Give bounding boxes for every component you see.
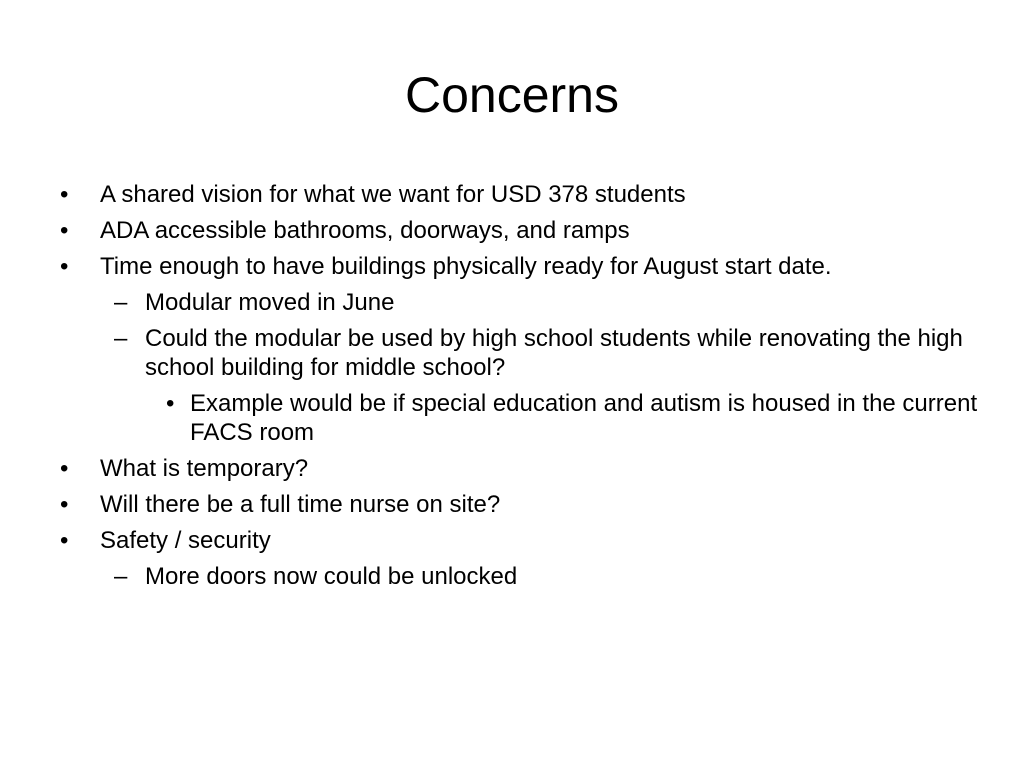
bullet-text: Could the modular be used by high school students while renovating the high school building for middle school? (145, 325, 963, 381)
sub-sub-bullet-item-example (58, 389, 978, 447)
bullet-marker: • (60, 491, 69, 518)
bullet-marker: • (166, 390, 175, 417)
bullet-item-safety (58, 526, 978, 555)
bullet-marker: • (60, 217, 69, 244)
bullet-text: Safety / security (100, 527, 271, 554)
sub-bullet-item-modular-moved (58, 288, 978, 317)
bullet-marker: • (60, 181, 69, 208)
bullet-text: ADA accessible bathrooms, doorways, and ramps (100, 217, 630, 244)
bullet-text: Example would be if special education and autism is housed in the current FACS room (190, 390, 978, 446)
sub-bullet-item-modular-used (58, 324, 978, 382)
dash-marker: – (114, 325, 128, 352)
bullet-marker: • (60, 455, 69, 482)
bullet-item-time-enough (58, 252, 978, 281)
bullet-item-ada-accessible (58, 216, 978, 245)
bullet-item-shared-vision (58, 180, 978, 209)
bullet-item-nurse (58, 490, 978, 519)
bullet-text: Will there be a full time nurse on site? (100, 491, 501, 518)
dash-marker: – (114, 563, 128, 590)
bullet-item-temporary (58, 454, 978, 483)
slide-title: Concerns (405, 67, 619, 123)
bullet-text: What is temporary? (100, 455, 309, 482)
bullet-marker: • (60, 253, 69, 280)
bullet-marker: • (60, 527, 69, 554)
bullet-text: A shared vision for what we want for USD 378 students (100, 181, 686, 208)
bullet-text: More doors now could be unlocked (145, 563, 518, 590)
bullet-list (58, 180, 978, 598)
dash-marker: – (114, 289, 128, 316)
bullet-text: Time enough to have buildings physically ready for August start date. (100, 253, 832, 280)
sub-bullet-item-doors (58, 562, 978, 591)
bullet-text: Modular moved in June (145, 289, 395, 316)
